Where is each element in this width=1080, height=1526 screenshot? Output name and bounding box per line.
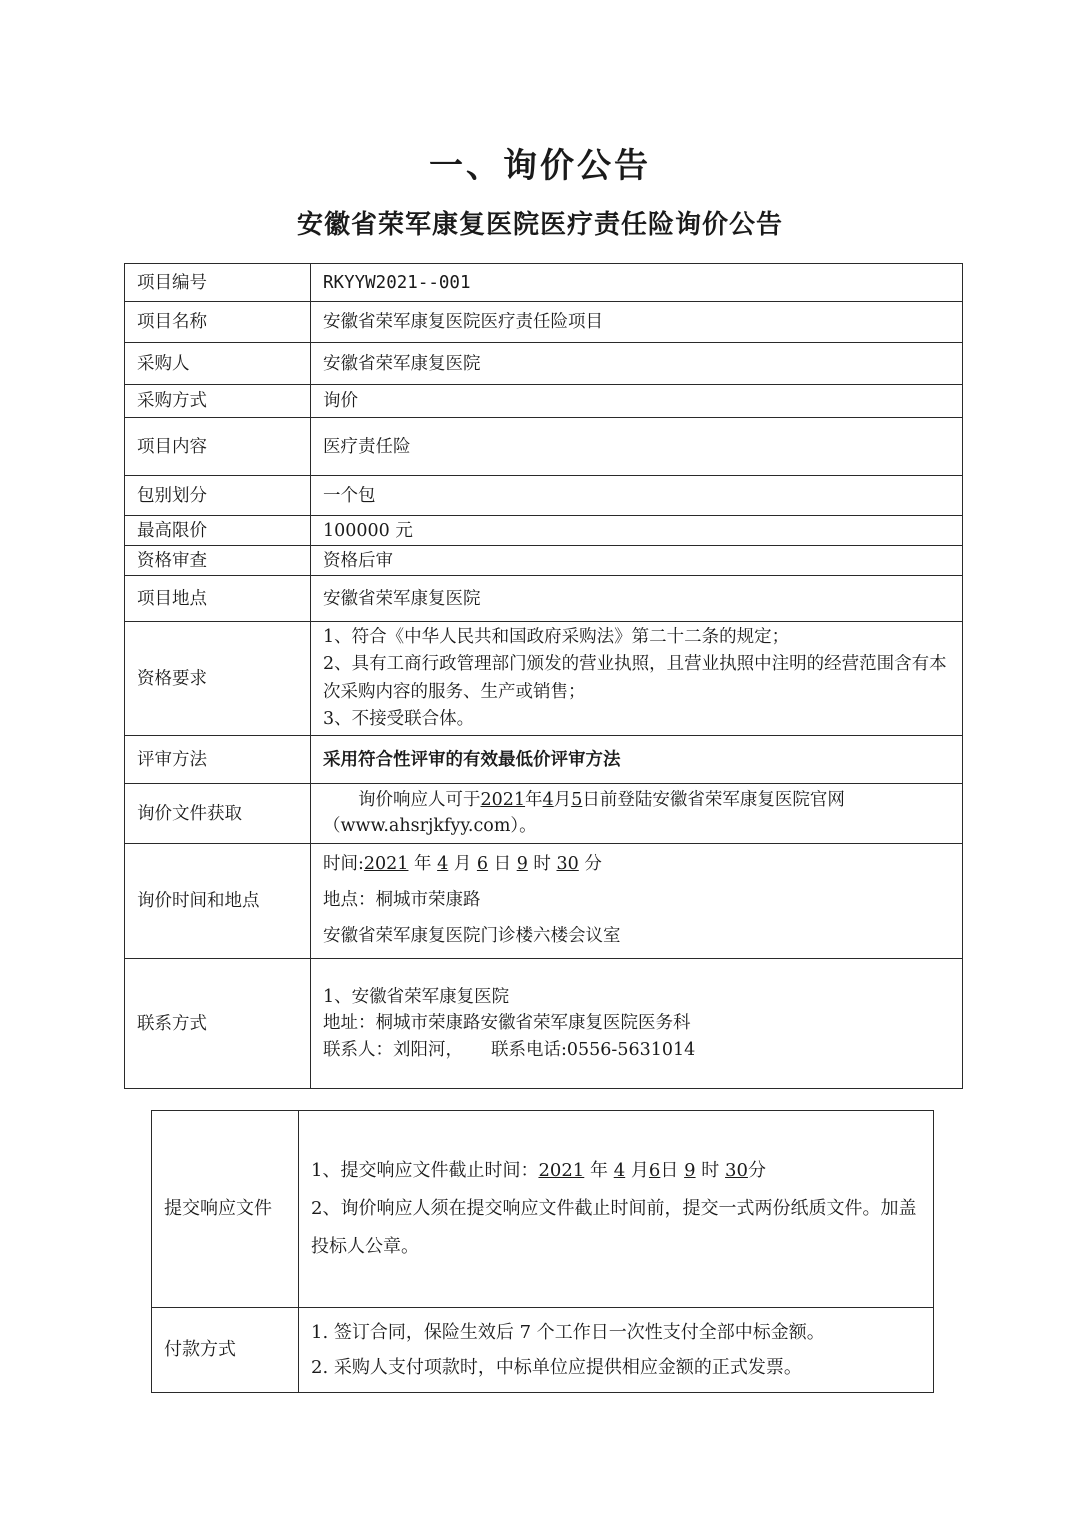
row-label-purchaser: 采购人 xyxy=(125,343,311,385)
row-value-method: 询价 xyxy=(311,385,963,418)
page-subtitle: 安徽省荣军康复医院医疗责任险询价公告 xyxy=(296,210,783,240)
row-value-contact xyxy=(311,959,963,1089)
submit-requirement-line: 2、询价响应人须在提交响应文件截止时间前，提交一式两份纸质文件。加盖投标人公章。 xyxy=(311,1198,917,1257)
contact-address: 地址：桐城市荣康路安徽省荣军康复医院医务科 xyxy=(323,1013,691,1034)
row-value-review: 采用符合性评审的有效最低价评审方法 xyxy=(311,736,963,784)
row-label-location: 项目地点 xyxy=(125,576,311,622)
row-value-project-name: 安徽省荣军康复医院医疗责任险项目 xyxy=(311,302,963,343)
row-value-time-place xyxy=(311,844,963,959)
table-row xyxy=(125,385,963,418)
table-row xyxy=(125,784,963,844)
row-label-qualification-review: 资格审查 xyxy=(125,546,311,576)
row-label-method: 采购方式 xyxy=(125,385,311,418)
page-title: 一、询价公告 xyxy=(429,146,651,186)
qualification-line-3: 3、不接受联合体。 xyxy=(323,708,475,729)
place-line-1: 地点：桐城市荣康路 xyxy=(323,890,481,911)
row-label-contact: 联系方式 xyxy=(125,959,311,1089)
row-value-project-number: RKYYW2021--001 xyxy=(311,264,963,302)
time-line: 时间:2021 年 4 月 6 日 9 时 30 分 xyxy=(323,854,602,875)
row-value-package: 一个包 xyxy=(311,476,963,516)
contact-line-1: 1、安徽省荣军康复医院 xyxy=(323,987,510,1008)
row-label-package: 包别划分 xyxy=(125,476,311,516)
table-row xyxy=(125,476,963,516)
row-label-time-place: 询价时间和地点 xyxy=(125,844,311,959)
table-row xyxy=(125,546,963,576)
submission-table xyxy=(151,1110,934,1393)
row-label-review: 评审方法 xyxy=(125,736,311,784)
qualification-line-2: 2、具有工商行政管理部门颁发的营业执照，且营业执照中注明的经营范围含有本次采购内容的服务、生产或销售； xyxy=(323,654,947,702)
table-row xyxy=(152,1308,934,1393)
row-label-project-number: 项目编号 xyxy=(125,264,311,302)
table-row xyxy=(152,1111,934,1308)
qualification-line-1: 1、符合《中华人民共和国政府采购法》第二十二条的规定； xyxy=(323,627,790,648)
table-row xyxy=(125,516,963,546)
table-row xyxy=(125,302,963,343)
row-label-project-name: 项目名称 xyxy=(125,302,311,343)
contact-phone: 联系电话:0556-5631014 xyxy=(491,1039,696,1060)
submit-deadline-line: 1、提交响应文件截止时间：2021 年 4 月6日 9 时 30分 xyxy=(311,1160,766,1182)
table-row xyxy=(125,264,963,302)
table-row xyxy=(125,576,963,622)
row-value-max-price: 100000 元 xyxy=(311,516,963,546)
table-row xyxy=(125,622,963,736)
contact-person-line xyxy=(323,1037,950,1063)
row-label-qualification: 资格要求 xyxy=(125,622,311,736)
access-year: 2021 xyxy=(480,790,526,811)
table-row xyxy=(125,736,963,784)
table-row xyxy=(125,959,963,1089)
contact-person: 联系人：刘阳河， xyxy=(323,1039,463,1060)
access-month: 4 xyxy=(542,790,554,811)
access-website-text: 日前登陆安徽省荣军康复医院官网（www.ahsrjkfyy.com）。 xyxy=(323,790,845,836)
row-value-submit xyxy=(299,1111,934,1308)
announcement-table xyxy=(124,263,963,1089)
place-line-2: 安徽省荣军康复医院门诊楼六楼会议室 xyxy=(323,925,621,946)
row-label-submit: 提交响应文件 xyxy=(152,1111,299,1308)
row-value-file-access: 询价响应人可于2021年4月5日前登陆安徽省荣军康复医院官网（www.ahsrjkfyy.com）。 xyxy=(311,784,963,844)
table-row xyxy=(125,844,963,959)
row-value-location: 安徽省荣军康复医院 xyxy=(311,576,963,622)
row-label-payment: 付款方式 xyxy=(152,1308,299,1393)
row-label-content: 项目内容 xyxy=(125,418,311,476)
row-label-max-price: 最高限价 xyxy=(125,516,311,546)
row-value-purchaser: 安徽省荣军康复医院 xyxy=(311,343,963,385)
row-value-payment xyxy=(299,1308,934,1393)
payment-line-2: 2. 采购人支付项款时，中标单位应提供相应金额的正式发票。 xyxy=(311,1357,802,1378)
table-row xyxy=(125,343,963,385)
row-label-file-access: 询价文件获取 xyxy=(125,784,311,844)
row-value-qualification xyxy=(311,622,963,736)
row-value-qualification-review: 资格后审 xyxy=(311,546,963,576)
row-value-content: 医疗责任险 xyxy=(311,418,963,476)
table-row xyxy=(125,418,963,476)
payment-line-1: 1. 签订合同，保险生效后 7 个工作日一次性支付全部中标金额。 xyxy=(311,1321,825,1343)
access-day: 5 xyxy=(571,790,583,811)
